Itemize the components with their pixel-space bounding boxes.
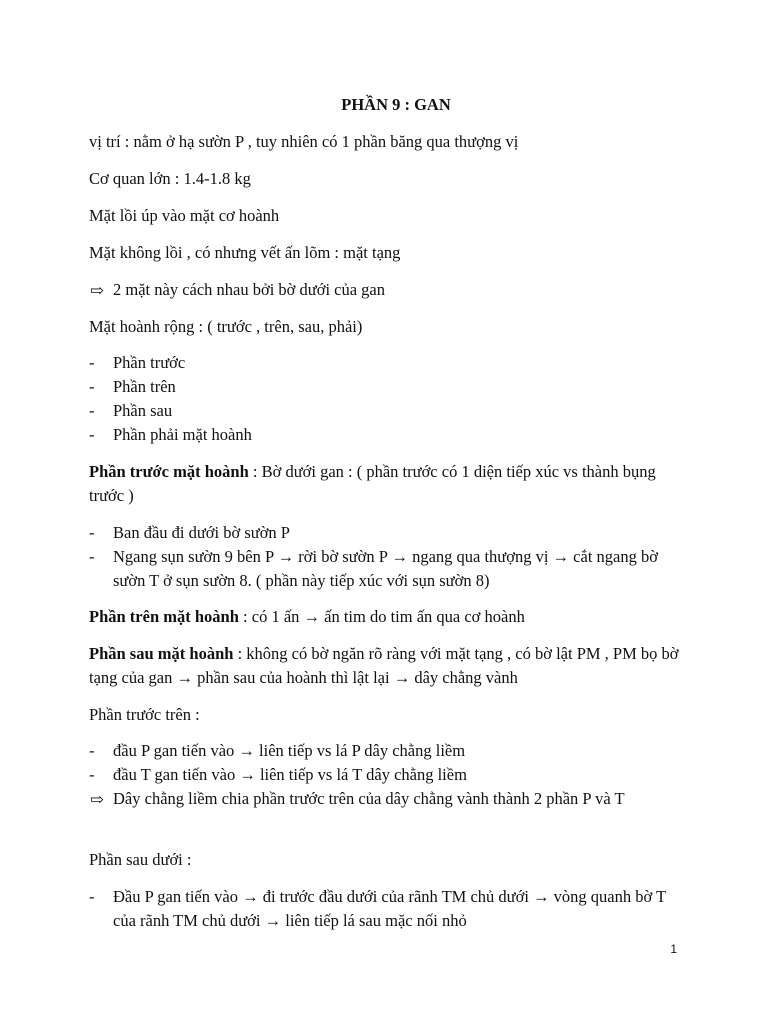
page-title: PHẦN 9 : GAN [341,95,451,114]
section-text: : không có bờ ngăn rõ ràng với mặt tạng , có bờ lật PM , PM bọ bờ tạng của gan → phần sau của hoành thì lật lại → dây chằng vành [89,644,679,687]
list-item [89,351,680,375]
paragraph-anterosuperior: Phần trước trên : [89,705,200,724]
hollow-arrow-icon: ⇨ [90,790,104,809]
paragraph-visceral-face: Mặt không lồi , có nhưng vết ấn lõm : mặt tạng [89,243,401,262]
dash-bullet: - [89,401,95,420]
list-item-text: Phần trước [113,353,186,372]
dash-bullet: - [89,741,95,760]
paragraph-posteroinferior: Phần sau dưới : [89,850,192,869]
section-heading: Phần trước mặt hoành [89,462,249,481]
section-heading: Phần sau mặt hoành [89,644,234,663]
arrow-item-text: Dây chằng liềm chia phần trước trên của dây chằng vành thành 2 phần P và T [113,789,625,808]
list-item [89,423,680,447]
arrow-item-text: 2 mặt này cách nhau bởi bờ dưới của gan [113,280,385,299]
list-item-text: Ban đầu đi dưới bờ sườn P [113,523,290,542]
dash-bullet: - [89,425,95,444]
section-text: : có 1 ấn → ấn tim do tim ấn qua cơ hoành [238,607,525,626]
section-posterior [89,642,680,690]
dash-bullet: - [89,765,95,784]
dash-bullet: - [89,353,95,372]
list-item-text: Phần phải mặt hoành [113,425,252,444]
section-anterior [89,460,680,508]
dash-bullet: - [89,887,95,906]
dash-bullet: - [89,547,95,566]
paragraph-diaphragm-face: Mặt hoành rộng : ( trước , trên, sau, phải) [89,317,363,336]
list-item-text: Phần sau [113,401,173,420]
dash-bullet: - [89,377,95,396]
list-item-text: Phần trên [113,377,176,396]
list-item [89,885,680,933]
paragraph-convex-face: Mặt lồi úp vào mặt cơ hoành [89,206,280,225]
arrow-item [90,278,680,302]
list-item [89,375,680,399]
section-heading: Phần trên mặt hoành [89,607,239,626]
list-item [89,521,680,545]
paragraph-size: Cơ quan lớn : 1.4-1.8 kg [89,169,251,188]
hollow-arrow-icon: ⇨ [90,281,104,300]
section-text: : Bờ dưới gan : ( phần trước có 1 diện tiếp xúc vs thành bụng trước ) [89,462,656,505]
list-item-text: đầu T gan tiến vào → liên tiếp vs lá T dây chằng liềm [113,765,467,784]
dash-bullet: - [89,523,95,542]
arrow-item [90,787,680,811]
page-number: 1 [670,942,677,956]
list-item [89,399,680,423]
list-item-text: Đầu P gan tiến vào → đi trước đầu dưới của rãnh TM chủ dưới → vòng quanh bờ T của rãnh TM chủ dưới → liên tiếp lá sau mặc nối nhỏ [113,887,666,930]
list-item [89,739,680,763]
paragraph-location: vị trí : nằm ở hạ sườn P , tuy nhiên có 1 phần băng qua thượng vị [89,132,519,151]
list-item [89,763,680,787]
list-item-text: đầu P gan tiến vào → liên tiếp vs lá P dây chằng liềm [113,741,466,760]
list-item-text: Ngang sụn sườn 9 bên P → rời bờ sườn P → ngang qua thượng vị → cắt ngang bờ sườn T ở sụn sườn 8. ( phần này tiếp xúc với sụn sườn 8) [113,547,658,590]
section-superior [89,605,680,629]
list-item [89,545,680,593]
